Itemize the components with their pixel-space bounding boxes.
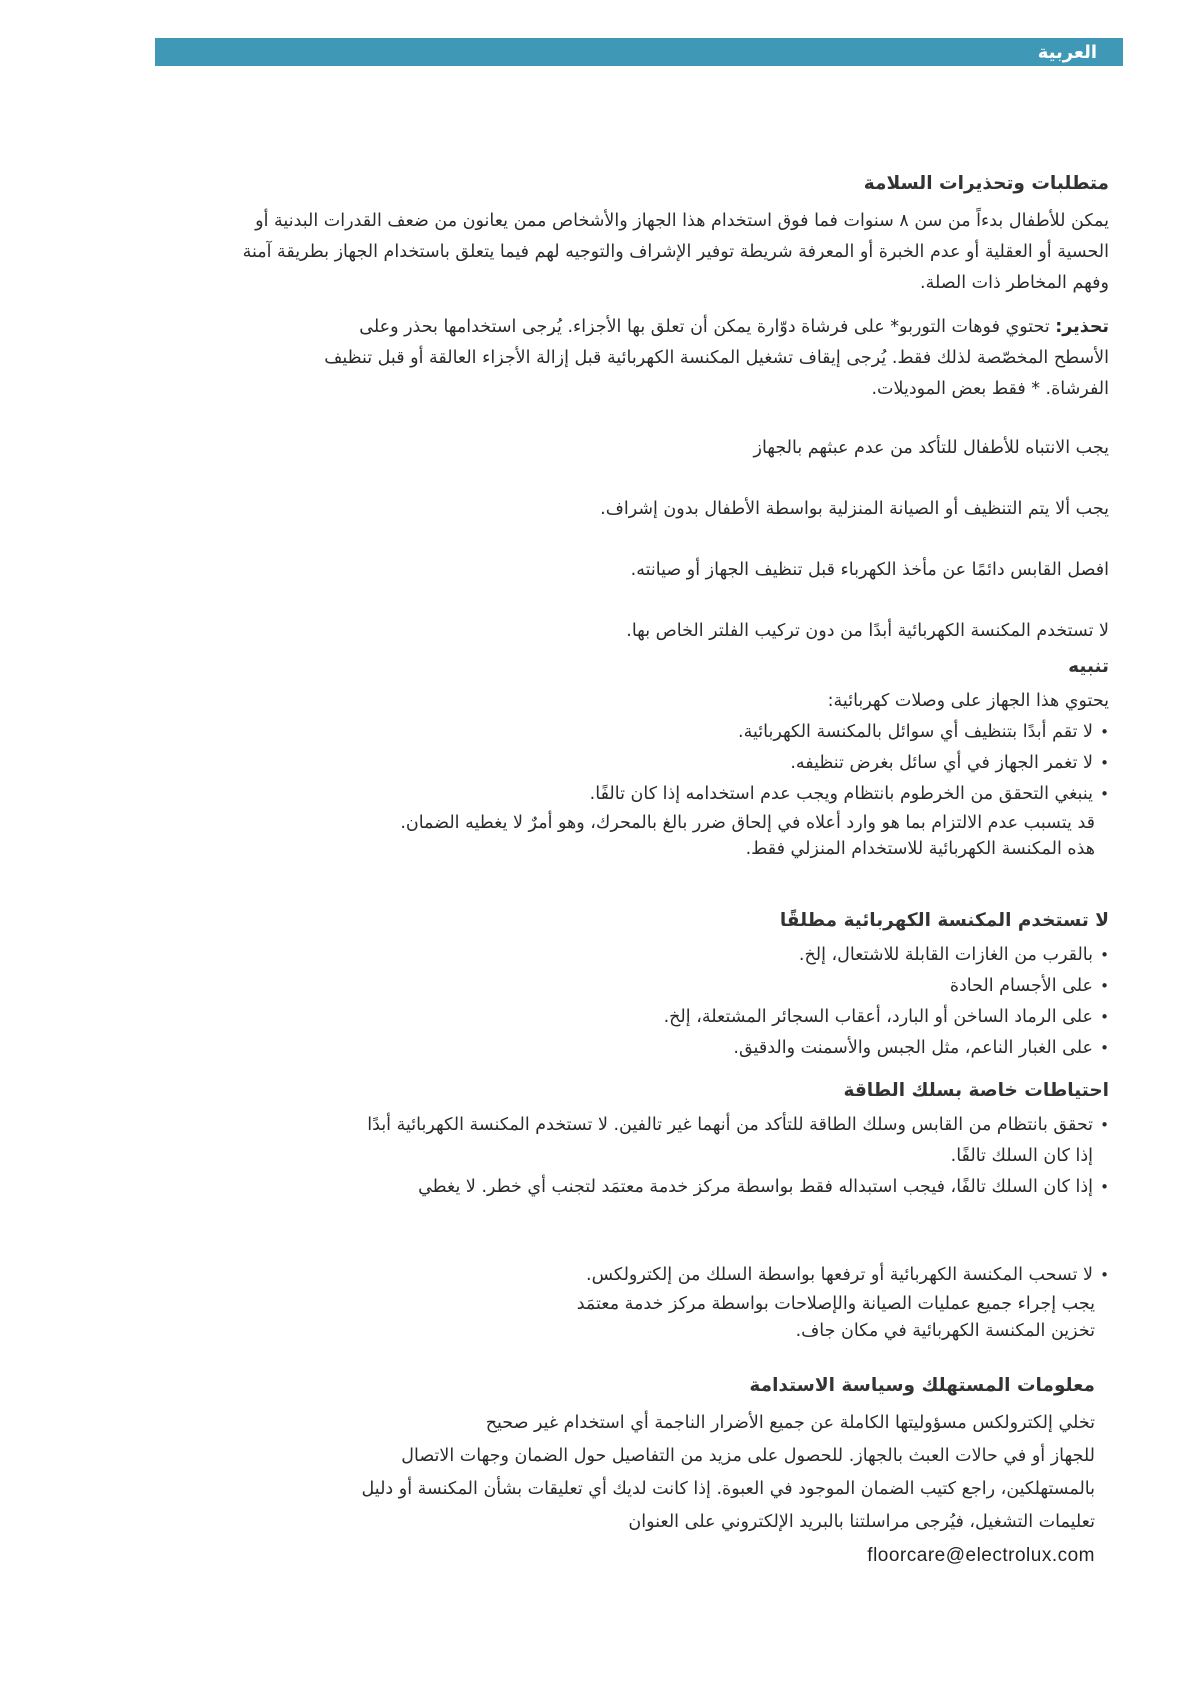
language-label: العربية [1037,41,1097,63]
consumer-line: بالمستهلكين، راجع كتيب الضمان الموجود في العبوة. إذا كانت لديك أي تعليقات بشأن المكنسة أو دليل [361,1479,1095,1499]
list-item: • على الغبار الناعم، مثل الجبس والأسمنت والدقيق. [219,1033,1109,1064]
power-cord-list-continued [219,1260,1109,1291]
list-item: • لا تقم أبدًا بتنظيف أي سوائل بالمكنسة الكهربائية. [219,717,1109,748]
consumer-line: تعليمات التشغيل، فيُرجى مراسلتنا بالبريد الإلكتروني على العنوان [628,1512,1095,1532]
warning-paragraph [309,312,1109,405]
consumer-section [219,1370,1109,1572]
warning-label: تحذير: [1055,317,1109,337]
children-line-block [219,433,1109,464]
consumer-title: معلومات المستهلك وسياسة الاستدامة [749,1375,1095,1396]
service-note: يجب إجراء جميع عمليات الصيانة والإصلاحات بواسطة مركز خدمة معتمَد [576,1294,1095,1314]
list-item: • بالقرب من الغازات القابلة للاشتعال، إلخ. [219,940,1109,971]
caution-note-motor: قد يتسبب عدم الالتزام بما هو وارد أعلاه في إلحاق ضرر بالغ بالمحرك، وهو أمرٌ لا يغطيه الضمان. [400,813,1095,833]
caution-section [219,651,1109,862]
children-warning: يجب الانتباه للأطفال للتأكد من عدم عبثهم بالجهاز [753,438,1109,458]
safety-intro-block [239,206,1109,299]
language-header-bar [155,38,1123,66]
caution-note-household: هذه المكنسة الكهربائية للاستخدام المنزلي فقط. [745,839,1095,859]
never-use-title: لا تستخدم المكنسة الكهربائية مطلقًا [779,910,1109,931]
list-item: • على الرماد الساخن أو البارد، أعقاب السجائر المشتعلة، إلخ. [219,1002,1109,1033]
power-cord-title: احتياطات خاصة بسلك الطاقة [843,1080,1109,1101]
list-item: • إذا كان السلك تالفًا، فيجب استبداله فقط بواسطة مركز خدمة معتمَد لتجنب أي خطر. لا يغطي [219,1172,1109,1203]
caution-list [219,717,1109,810]
filter-line-block [219,616,1109,647]
cleaning-line-block [219,494,1109,525]
caution-title: تنبيه [1068,656,1109,677]
safety-section [219,168,1109,199]
consumer-line: للجهاز أو في حالات العبث بالجهاز. للحصول على مزيد من التفاصيل حول الضمان وجهات الاتصال [401,1446,1095,1466]
power-cord-section [219,1075,1109,1203]
caution-intro: يحتوي هذا الجهاز على وصلات كهربائية: [827,691,1109,711]
list-item: • تحقق بانتظام من القابس وسلك الطاقة للتأكد من أنهما غير تالفين. لا تستخدم المكنسة الكهربائية أبدًا [219,1110,1109,1141]
warning-block [309,312,1109,405]
safety-title: متطلبات وتحذيرات السلامة [863,173,1109,194]
filter-warning: لا تستخدم المكنسة الكهربائية أبدًا من دون تركيب الفلتر الخاص بها. [626,621,1109,641]
list-item: • على الأجسام الحادة [219,971,1109,1002]
consumer-text [219,1407,1109,1572]
list-item-continued [219,1141,1109,1172]
never-use-section [219,905,1109,1064]
list-item: • ينبغي التحقق من الخرطوم بانتظام ويجب عدم استخدامه إذا كان تالفًا. [219,779,1109,810]
power-cord-list [219,1110,1109,1203]
never-use-list [219,940,1109,1064]
safety-intro: يمكن للأطفال بدءاً من سن ٨ سنوات فما فوق استخدام هذا الجهاز والأشخاص ممن يعانون من ضعف القدرات البدنية أو الحسية أو العقلية أو عدم الخبرة أو المعرفة شريطة توفير الإشراف والتوجيه لهم فيما يتعلق باستخدام الجهاز بطريقة آمنة وفهم المخاطر ذات الصلة. [242,211,1109,293]
cleaning-warning: يجب ألا يتم التنظيف أو الصيانة المنزلية بواسطة الأطفال بدون إشراف. [600,499,1109,519]
unplug-line-block [219,555,1109,586]
support-email-link[interactable]: floorcare@electrolux.com [867,1545,1095,1566]
list-item: • لا تسحب المكنسة الكهربائية أو ترفعها بواسطة السلك من إلكترولكس. [219,1260,1109,1291]
storage-note: تخزين المكنسة الكهربائية في مكان جاف. [795,1321,1095,1341]
list-item: • لا تغمر الجهاز في أي سائل بغرض تنظيفه. [219,748,1109,779]
consumer-line: تخلي إلكترولكس مسؤوليتها الكاملة عن جميع الأضرار الناجمة أي استخدام غير صحيح [485,1413,1095,1433]
power-cord-section-continued [219,1260,1109,1345]
unplug-warning: افصل القابس دائمًا عن مأخذ الكهرباء قبل تنظيف الجهاز أو صيانته. [630,560,1109,580]
power-cord-item-1-continued: إذا كان السلك تالفًا. [950,1146,1093,1166]
warning-text: تحتوي فوهات التوربو* على فرشاة دوّارة يمكن أن تعلق بها الأجزاء. يُرجى استخدامها بحذر وعلى الأسطح المخصّصة لذلك فقط. يُرجى إيقاف تشغيل المكنسة الكهربائية قبل إزالة الأجزاء العالقة أو قبل تنظيف الفرشاة. * فقط بعض الموديلات. [324,317,1109,399]
